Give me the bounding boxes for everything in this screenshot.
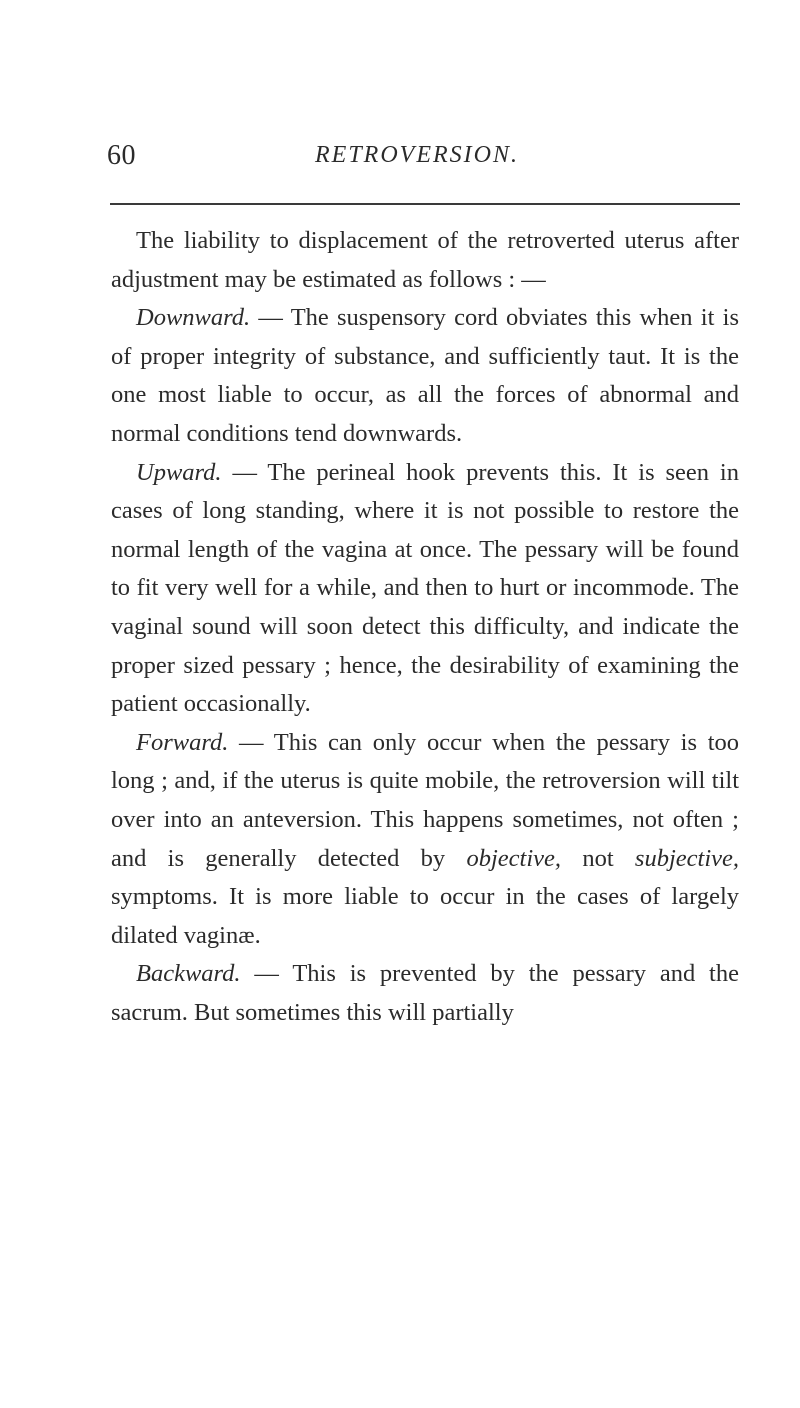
paragraph-intro xyxy=(111,222,739,299)
running-head: RETROVERSION. xyxy=(315,142,519,168)
paragraph-forward-italic-subjective: subjective, xyxy=(634,844,739,872)
header-rule xyxy=(110,203,740,205)
paragraph-upward-text: — The perineal hook prevents this. It is seen in cases of long standing, where it is not possible to restore the normal length of the vagina at once. The pessary will be found to fit very well for a while, and then to hurt or incommode. The vaginal sound will soon detect this difficulty, and indicate the proper sized pessary ; hence, the desirability of examining the patient occasionally. xyxy=(111,458,739,718)
paragraph-downward-text: — The suspensory cord obviates this when it is of proper integrity of substance, and sufficiently taut. It is the one most liable to occur, as all the forces of abnormal and normal conditions tend downwards. xyxy=(111,304,739,447)
page-number: 60 xyxy=(107,140,136,171)
paragraph-forward-heading: Forward. xyxy=(136,728,229,756)
paragraph-downward-heading: Downward. xyxy=(136,304,251,332)
paragraph-upward-heading: Upward. xyxy=(136,458,222,486)
page-header xyxy=(107,140,737,180)
body-text xyxy=(111,222,739,1032)
paragraph-backward-heading: Backward. xyxy=(136,960,241,988)
paragraph-backward-text: — This is prevented by the pessary and the sacrum. But sometimes this will partially xyxy=(111,960,739,1026)
paragraph-forward-text-a: — This can only occur when the pessary is too long ; and, if the uterus is quite mobile, the retroversion will tilt over into an anteversion. This happens sometimes, not often ; and is generally detected by xyxy=(111,728,739,872)
paragraph-downward xyxy=(111,299,739,453)
paragraph-forward xyxy=(111,724,739,956)
paragraph-forward-italic-objective: objective, xyxy=(466,844,562,872)
paragraph-intro-text: The liability to displacement of the retroverted uterus after adjustment may be estimated as follows : — xyxy=(111,227,739,293)
paragraph-backward xyxy=(111,955,739,1032)
paragraph-upward xyxy=(111,454,739,724)
paragraph-forward-text-b: not xyxy=(561,844,635,872)
paragraph-forward-text-c: symptoms. It is more liable to occur in the cases of largely dilated vaginæ. xyxy=(111,883,739,949)
